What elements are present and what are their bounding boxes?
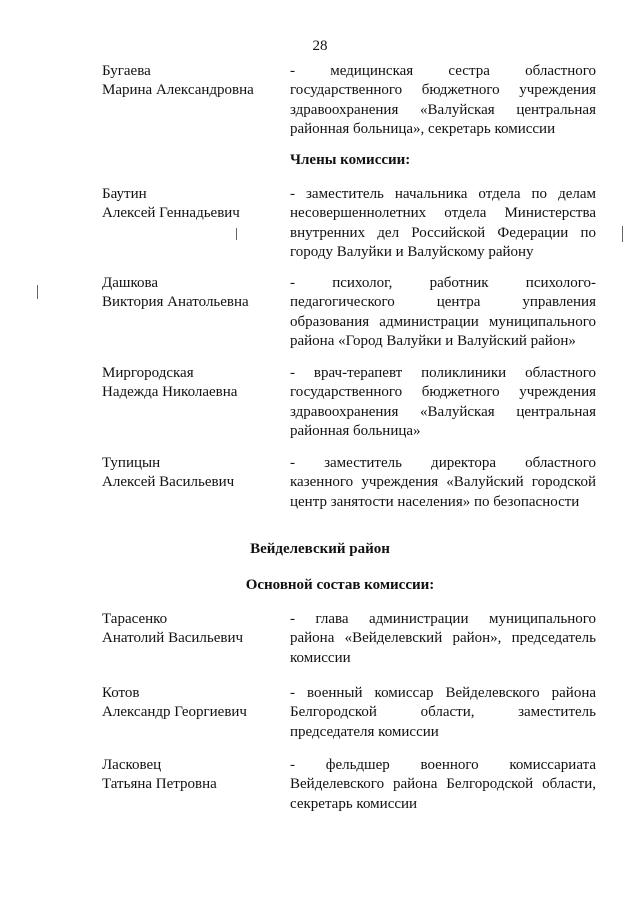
role-line: - заместитель директора областного <box>290 455 596 471</box>
surname: Баутин <box>102 186 147 202</box>
surname: Ласковец <box>102 757 162 773</box>
scan-mark <box>236 228 237 240</box>
member-name <box>102 364 282 402</box>
member-role <box>290 364 596 441</box>
given-names: Александр Георгиевич <box>102 704 247 720</box>
given-names: Алексей Геннадьевич <box>102 205 240 221</box>
member-name <box>102 610 282 648</box>
given-names: Надежда Николаевна <box>102 384 238 400</box>
role-line: казенного учреждения «Валуйский городской <box>290 474 596 491</box>
given-names: Марина Александровна <box>102 82 254 98</box>
district-heading: Вейделевский район <box>250 541 390 557</box>
role-line: председателя комиссии <box>290 723 439 740</box>
member-role <box>290 185 596 262</box>
surname: Дашкова <box>102 275 159 291</box>
member-name <box>102 684 282 722</box>
surname: Миргородская <box>102 365 194 381</box>
member-name <box>102 62 282 100</box>
role-line: - военный комиссар Вейделевского района <box>290 685 596 701</box>
role-line: секретарь комиссии <box>290 795 418 812</box>
scan-mark <box>37 285 38 299</box>
member-role <box>290 274 596 351</box>
surname: Котов <box>102 685 140 701</box>
member-role <box>290 756 596 814</box>
member-name <box>102 185 282 223</box>
role-line: Вейделевского района Белгородской области, <box>290 776 596 793</box>
member-role <box>290 684 596 742</box>
scan-mark <box>622 226 623 242</box>
role-line: районная больница», секретарь комиссии <box>290 120 556 137</box>
given-names: Алексей Васильевич <box>102 474 235 490</box>
member-role <box>290 454 596 512</box>
role-line: района «Город Валуйки и Валуйский район» <box>290 332 576 349</box>
role-line: - глава администрации муниципального <box>290 611 596 627</box>
role-line: Белгородской области, заместитель <box>290 704 596 721</box>
role-line: района «Вейделевский район», председатель <box>290 630 596 647</box>
surname: Тарасенко <box>102 611 168 627</box>
given-names: Татьяна Петровна <box>102 776 217 792</box>
given-names: Виктория Анатольевна <box>102 294 249 310</box>
member-role <box>290 610 596 668</box>
role-line: - врач-терапевт поликлиники областного <box>290 365 596 381</box>
member-name <box>102 274 282 312</box>
role-line: - медицинская сестра областного <box>290 63 596 79</box>
role-line: здравоохранения «Валуйская центральная <box>290 101 596 118</box>
role-line: комиссии <box>290 649 351 666</box>
role-line: государственного бюджетного учреждения <box>290 82 596 99</box>
role-line: педагогического центра управления <box>290 294 596 311</box>
surname: Тупицын <box>102 455 161 471</box>
role-line: образования администрации муниципального <box>290 313 596 330</box>
role-line: государственного бюджетного учреждения <box>290 384 596 401</box>
member-name <box>102 454 282 492</box>
member-role <box>290 62 596 139</box>
role-line: несовершеннолетних отдела Министерства <box>290 205 596 222</box>
members-heading: Члены комиссии: <box>290 152 411 168</box>
page-number: 28 <box>312 38 328 54</box>
role-line: центр занятости населения» по безопасности <box>290 493 580 510</box>
member-name <box>102 756 282 794</box>
role-line: районная больница» <box>290 422 421 439</box>
role-line: здравоохранения «Валуйская центральная <box>290 403 596 420</box>
role-line: внутренних дел Российской Федерации по <box>290 224 596 241</box>
role-line: - заместитель начальника отдела по делам <box>290 186 596 202</box>
role-line: - психолог, работник психолого- <box>290 275 596 291</box>
main-composition-heading: Основной состав комиссии: <box>245 577 435 593</box>
role-line: - фельдшер военного комиссариата <box>290 757 596 773</box>
surname: Бугаева <box>102 63 151 79</box>
role-line: городу Валуйки и Валуйскому району <box>290 243 534 260</box>
given-names: Анатолий Васильевич <box>102 630 244 646</box>
